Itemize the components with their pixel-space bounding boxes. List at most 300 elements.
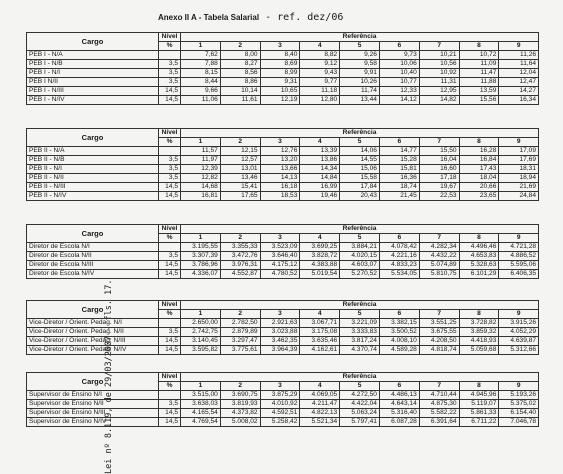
reference-number-header: 1	[181, 310, 221, 319]
nivel-cell: 3,5	[159, 400, 181, 409]
salary-value-cell: 5.063,24	[340, 409, 380, 418]
salary-value-cell: 12,95	[419, 87, 459, 96]
reference-number-header: 6	[379, 42, 419, 51]
salary-value-cell: 12,33	[379, 87, 419, 96]
salary-value-cell: 5.258,42	[260, 418, 300, 427]
reference-number-header: 7	[419, 234, 459, 243]
reference-number-header: 9	[499, 382, 539, 391]
cargo-cell: PEB I - N/A	[27, 51, 159, 60]
salary-value-cell: 3.307,39	[181, 252, 221, 261]
salary-value-cell: 4.282,34	[419, 243, 459, 252]
cargo-cell: Diretor de Escola N/I	[27, 243, 159, 252]
salary-value-cell: 12,57	[220, 156, 260, 165]
salary-value-cell: 4.175,12	[260, 261, 300, 270]
salary-value-cell: 13,39	[300, 147, 340, 156]
salary-value-cell: 18,31	[499, 165, 539, 174]
salary-value-cell: 4.833,23	[379, 261, 419, 270]
salary-value-cell: 3.875,29	[260, 391, 300, 400]
nivel-header: Nível	[159, 301, 181, 310]
salary-value-cell: 8,82	[300, 51, 340, 60]
nivel-cell: 3,5	[159, 78, 181, 87]
salary-value-cell: 5.008,02	[220, 418, 260, 427]
reference-number-header: 7	[419, 42, 459, 51]
salary-value-cell: 4.208,50	[419, 337, 459, 346]
cargo-cell: PEB II - N/II	[27, 174, 159, 183]
salary-value-cell: 14,68	[181, 183, 221, 192]
nivel-cell: 3,5	[159, 252, 181, 261]
salary-value-cell: 10,92	[419, 69, 459, 78]
cargo-cell: Vice-Diretor / Orient. Pedag. N/I	[27, 319, 159, 328]
nivel-cell	[159, 51, 181, 60]
salary-value-cell: 3.638,03	[181, 400, 221, 409]
header-row	[27, 301, 539, 310]
table-row	[27, 69, 539, 78]
nivel-cell: 14,5	[159, 337, 181, 346]
nivel-cell	[159, 147, 181, 156]
nivel-cell: 3,5	[159, 328, 181, 337]
salary-value-cell: 14,27	[499, 87, 539, 96]
salary-value-cell: 18,74	[379, 183, 419, 192]
cargo-header: Cargo	[27, 373, 159, 391]
salary-value-cell: 5.582,22	[419, 409, 459, 418]
salary-value-cell: 9,73	[379, 51, 419, 60]
reference-number-header: 8	[459, 234, 499, 243]
salary-value-cell: 16,81	[181, 192, 221, 201]
nivel-header: Nível	[159, 33, 181, 42]
salary-value-cell: 8,56	[220, 69, 260, 78]
salary-value-cell: 15,56	[459, 96, 499, 105]
salary-value-cell: 10,65	[260, 87, 300, 96]
salary-value-cell: 5.316,40	[379, 409, 419, 418]
salary-value-cell: 4.008,10	[379, 337, 419, 346]
cargo-cell: PEB I - N/IV	[27, 96, 159, 105]
reference-number-header: 8	[459, 138, 499, 147]
cargo-cell: Diretor de Escola N/II	[27, 252, 159, 261]
salary-value-cell: 3.675,55	[419, 328, 459, 337]
table-row	[27, 409, 539, 418]
salary-value-cell: 14,13	[260, 174, 300, 183]
salary-value-cell: 16,34	[499, 96, 539, 105]
salary-value-cell: 9,31	[260, 78, 300, 87]
salary-value-cell: 14,77	[379, 147, 419, 156]
salary-value-cell: 4.383,88	[300, 261, 340, 270]
reference-number-header: 9	[499, 234, 539, 243]
salary-value-cell: 4.639,87	[499, 337, 539, 346]
salary-value-cell: 4.069,05	[300, 391, 340, 400]
nivel-cell: 14,5	[159, 192, 181, 201]
salary-value-cell: 14,84	[300, 174, 340, 183]
salary-value-cell: 9,58	[340, 60, 380, 69]
cargo-header: Cargo	[27, 33, 159, 51]
salary-value-cell: 3.817,24	[340, 337, 380, 346]
salary-value-cell: 2.879,89	[220, 328, 260, 337]
nivel-cell	[159, 319, 181, 328]
salary-value-cell: 16,99	[300, 183, 340, 192]
salary-value-cell: 4.653,83	[459, 252, 499, 261]
table-row	[27, 328, 539, 337]
salary-value-cell: 17,84	[340, 183, 380, 192]
salary-value-cell: 11,47	[459, 69, 499, 78]
reference-number-header: 6	[379, 310, 419, 319]
cargo-cell: Diretor de Escola N/III	[27, 261, 159, 270]
nivel-cell: 3,5	[159, 174, 181, 183]
reference-number-header: 4	[300, 138, 340, 147]
referencia-header: Referência	[181, 301, 539, 310]
table-row	[27, 261, 539, 270]
salary-value-cell: 4.422,04	[340, 400, 380, 409]
salary-value-cell: 4.370,74	[340, 346, 380, 355]
cargo-cell: PEB II - N/III	[27, 183, 159, 192]
salary-value-cell: 3.635,46	[300, 337, 340, 346]
salary-value-cell: 9,12	[300, 60, 340, 69]
salary-value-cell: 13,44	[340, 96, 380, 105]
nivel-cell	[159, 391, 181, 400]
salary-value-cell: 10,56	[419, 60, 459, 69]
salary-value-cell: 4.211,47	[300, 400, 340, 409]
salary-value-cell: 3.515,00	[181, 391, 221, 400]
reference-number-header: 1	[181, 234, 221, 243]
salary-table-5	[26, 372, 539, 427]
salary-value-cell: 11,74	[340, 87, 380, 96]
salary-value-cell: 12,04	[499, 69, 539, 78]
salary-value-cell: 22,53	[419, 192, 459, 201]
salary-value-cell: 10,21	[419, 51, 459, 60]
percent-header: %	[159, 234, 181, 243]
title-main: Anexo II A - Tabela Salarial	[158, 13, 260, 22]
salary-value-cell: 11,31	[419, 78, 459, 87]
salary-value-cell: 3.551,25	[419, 319, 459, 328]
salary-value-cell: 4.486,13	[379, 391, 419, 400]
reference-number-header: 6	[379, 382, 419, 391]
percent-header: %	[159, 310, 181, 319]
salary-value-cell: 5.810,75	[419, 270, 459, 279]
nivel-cell: 3,5	[159, 156, 181, 165]
referencia-header: Referência	[181, 129, 539, 138]
nivel-cell: 14,5	[159, 418, 181, 427]
salary-value-cell: 3.523,09	[260, 243, 300, 252]
reference-number-header: 2	[220, 138, 260, 147]
table-row	[27, 391, 539, 400]
cargo-cell: PEB I - N/III	[27, 87, 159, 96]
salary-value-cell: 12,15	[220, 147, 260, 156]
salary-value-cell: 4.603,07	[340, 261, 380, 270]
reference-number-header: 3	[260, 138, 300, 147]
salary-value-cell: 6.101,29	[459, 270, 499, 279]
reference-number-header: 6	[379, 138, 419, 147]
nivel-cell: 14,5	[159, 409, 181, 418]
salary-value-cell: 15,50	[419, 147, 459, 156]
reference-number-header: 5	[340, 310, 380, 319]
salary-value-cell: 10,77	[379, 78, 419, 87]
salary-value-cell: 11,26	[499, 51, 539, 60]
salary-value-cell: 2.921,63	[260, 319, 300, 328]
reference-number-header: 7	[419, 382, 459, 391]
cargo-header: Cargo	[27, 225, 159, 243]
salary-value-cell: 20,43	[340, 192, 380, 201]
salary-value-cell: 5.019,54	[300, 270, 340, 279]
nivel-cell: 14,5	[159, 183, 181, 192]
salary-value-cell: 5.595,06	[499, 261, 539, 270]
reference-number-header: 1	[181, 42, 221, 51]
salary-value-cell: 3.500,52	[379, 328, 419, 337]
table-row	[27, 51, 539, 60]
nivel-cell: 14,5	[159, 96, 181, 105]
salary-value-cell: 4.875,30	[419, 400, 459, 409]
salary-value-cell: 7,62	[181, 51, 221, 60]
salary-value-cell: 5.521,34	[300, 418, 340, 427]
reference-number-header: 5	[340, 382, 380, 391]
salary-value-cell: 4.822,13	[300, 409, 340, 418]
header-row	[27, 129, 539, 138]
salary-value-cell: 5.074,89	[419, 261, 459, 270]
reference-number-header: 5	[340, 42, 380, 51]
header-row	[27, 373, 539, 382]
cargo-cell: PEB I - N/B	[27, 60, 159, 69]
salary-value-cell: 3.828,72	[300, 252, 340, 261]
salary-value-cell: 3.595,82	[181, 346, 221, 355]
table-row	[27, 400, 539, 409]
salary-value-cell: 3.221,09	[340, 319, 380, 328]
salary-value-cell: 6.391,64	[419, 418, 459, 427]
reference-number-header: 2	[220, 42, 260, 51]
salary-value-cell: 3.646,40	[260, 252, 300, 261]
salary-value-cell: 3.859,32	[459, 328, 499, 337]
table-row	[27, 192, 539, 201]
salary-value-cell: 10,14	[220, 87, 260, 96]
salary-value-cell: 3.333,83	[340, 328, 380, 337]
salary-value-cell: 4.162,61	[300, 346, 340, 355]
salary-value-cell: 12,47	[499, 78, 539, 87]
salary-value-cell: 3.472,76	[220, 252, 260, 261]
table-row	[27, 174, 539, 183]
reference-number-header: 2	[220, 234, 260, 243]
salary-value-cell: 17,43	[459, 165, 499, 174]
salary-value-cell: 4.818,74	[419, 346, 459, 355]
reference-number-header: 5	[340, 138, 380, 147]
salary-value-cell: 4.589,28	[379, 346, 419, 355]
reference-number-header: 9	[499, 138, 539, 147]
salary-value-cell: 4.336,07	[181, 270, 221, 279]
salary-value-cell: 13,20	[260, 156, 300, 165]
salary-value-cell: 3.175,08	[300, 328, 340, 337]
salary-value-cell: 4.780,52	[260, 270, 300, 279]
salary-value-cell: 3.023,88	[260, 328, 300, 337]
referencia-header: Referência	[181, 373, 539, 382]
table-row	[27, 156, 539, 165]
salary-value-cell: 3.382,15	[379, 319, 419, 328]
table-row	[27, 243, 539, 252]
salary-value-cell: 12,19	[260, 96, 300, 105]
salary-value-cell: 11,57	[181, 147, 221, 156]
salary-value-cell: 11,18	[300, 87, 340, 96]
salary-value-cell: 16,18	[260, 183, 300, 192]
salary-value-cell: 4.221,16	[379, 252, 419, 261]
salary-value-cell: 4.643,14	[379, 400, 419, 409]
salary-value-cell: 9,26	[340, 51, 380, 60]
salary-value-cell: 8,69	[260, 60, 300, 69]
salary-value-cell: 4.078,42	[379, 243, 419, 252]
salary-value-cell: 3.775,61	[220, 346, 260, 355]
salary-table-3	[26, 224, 539, 279]
reference-number-header: 4	[300, 42, 340, 51]
salary-value-cell: 15,81	[379, 165, 419, 174]
reference-number-header: 8	[459, 382, 499, 391]
salary-value-cell: 6.711,22	[459, 418, 499, 427]
salary-value-cell: 21,69	[499, 183, 539, 192]
salary-value-cell: 6.087,28	[379, 418, 419, 427]
salary-value-cell: 2.742,75	[181, 328, 221, 337]
table-row	[27, 319, 539, 328]
salary-value-cell: 4.552,87	[220, 270, 260, 279]
page-title	[158, 12, 343, 23]
cargo-cell: Supervisor de Ensino N/I	[27, 391, 159, 400]
salary-value-cell: 8,40	[260, 51, 300, 60]
table-row	[27, 60, 539, 69]
salary-value-cell: 9,77	[300, 78, 340, 87]
nivel-cell: 3,5	[159, 69, 181, 78]
salary-value-cell: 20,66	[459, 183, 499, 192]
salary-value-cell: 3.964,39	[260, 346, 300, 355]
salary-value-cell: 21,45	[379, 192, 419, 201]
cargo-cell: PEB II - N/I	[27, 165, 159, 174]
reference-number-header: 3	[260, 42, 300, 51]
nivel-cell: 3,5	[159, 60, 181, 69]
salary-value-cell: 3.976,31	[220, 261, 260, 270]
cargo-cell: Vice-Diretor / Orient. Pedag. N/III	[27, 337, 159, 346]
salary-value-cell: 16,04	[419, 156, 459, 165]
salary-value-cell: 5.328,63	[459, 261, 499, 270]
salary-value-cell: 12,76	[260, 147, 300, 156]
nivel-cell: 14,5	[159, 346, 181, 355]
salary-value-cell: 5.270,52	[340, 270, 380, 279]
salary-value-cell: 13,66	[260, 165, 300, 174]
salary-value-cell: 10,06	[379, 60, 419, 69]
reference-number-header: 2	[220, 310, 260, 319]
salary-value-cell: 4.886,52	[499, 252, 539, 261]
cargo-cell: PEB I - N/I	[27, 69, 159, 78]
salary-value-cell: 10,72	[459, 51, 499, 60]
nivel-header: Nível	[159, 129, 181, 138]
salary-value-cell: 8,44	[181, 78, 221, 87]
salary-value-cell: 5.534,05	[379, 270, 419, 279]
salary-table-1	[26, 32, 539, 105]
salary-value-cell: 10,26	[340, 78, 380, 87]
cargo-cell: PEB I N/II	[27, 78, 159, 87]
margin-handwritten-note: Lei nº 8.119, de 29/03/2007 - fls. 17.	[104, 279, 114, 474]
cargo-cell: PEB II - N/IV	[27, 192, 159, 201]
reference-number-header: 8	[459, 310, 499, 319]
salary-value-cell: 5.375,02	[499, 400, 539, 409]
salary-value-cell: 17,69	[499, 156, 539, 165]
salary-value-cell: 4.721,28	[499, 243, 539, 252]
percent-header: %	[159, 42, 181, 51]
salary-value-cell: 18,04	[459, 174, 499, 183]
reference-number-header: 8	[459, 42, 499, 51]
salary-value-cell: 3.819,93	[220, 400, 260, 409]
salary-value-cell: 8,86	[220, 78, 260, 87]
nivel-header: Nível	[159, 225, 181, 234]
salary-value-cell: 4.592,51	[260, 409, 300, 418]
reference-number-header: 1	[181, 382, 221, 391]
salary-value-cell: 3.462,35	[260, 337, 300, 346]
salary-value-cell: 12,39	[181, 165, 221, 174]
percent-header: %	[159, 382, 181, 391]
table-row	[27, 87, 539, 96]
reference-number-header: 2	[220, 382, 260, 391]
salary-value-cell: 2.782,50	[220, 319, 260, 328]
salary-value-cell: 14,82	[419, 96, 459, 105]
salary-value-cell: 4.020,15	[340, 252, 380, 261]
salary-value-cell: 13,59	[459, 87, 499, 96]
table-row	[27, 78, 539, 87]
table-row	[27, 183, 539, 192]
salary-value-cell: 8,27	[220, 60, 260, 69]
salary-value-cell: 16,36	[379, 174, 419, 183]
reference-number-header: 7	[419, 138, 459, 147]
salary-value-cell: 19,46	[300, 192, 340, 201]
cargo-cell: Supervisor de Ensino N/III	[27, 409, 159, 418]
salary-value-cell: 12,82	[181, 174, 221, 183]
table-row	[27, 418, 539, 427]
salary-value-cell: 4.710,44	[419, 391, 459, 400]
cargo-header: Cargo	[27, 301, 159, 319]
referencia-header: Referência	[181, 225, 539, 234]
salary-value-cell: 18,53	[260, 192, 300, 201]
salary-value-cell: 4.010,92	[260, 400, 300, 409]
salary-value-cell: 3.690,75	[220, 391, 260, 400]
cargo-cell: Supervisor de Ensino N/II	[27, 400, 159, 409]
salary-value-cell: 23,65	[459, 192, 499, 201]
nivel-cell: 14,5	[159, 87, 181, 96]
table-row	[27, 96, 539, 105]
salary-value-cell: 3.728,82	[459, 319, 499, 328]
salary-value-cell: 4.432,22	[419, 252, 459, 261]
cargo-cell: Supervisor de Ensino N/IV	[27, 418, 159, 427]
salary-value-cell: 16,84	[459, 156, 499, 165]
salary-value-cell: 3.140,45	[181, 337, 221, 346]
salary-value-cell: 18,94	[499, 174, 539, 183]
table-row	[27, 346, 539, 355]
salary-value-cell: 5.861,33	[459, 409, 499, 418]
salary-value-cell: 15,28	[379, 156, 419, 165]
reference-number-header: 4	[300, 310, 340, 319]
salary-value-cell: 11,64	[499, 60, 539, 69]
salary-value-cell: 19,67	[419, 183, 459, 192]
salary-value-cell: 14,06	[340, 147, 380, 156]
table-row	[27, 147, 539, 156]
salary-value-cell: 9,91	[340, 69, 380, 78]
reference-number-header: 3	[260, 234, 300, 243]
nivel-cell: 14,5	[159, 270, 181, 279]
table-row	[27, 337, 539, 346]
cargo-cell: Vice-Diretor / Orient. Pedag. N/II	[27, 328, 159, 337]
title-handwritten-ref: - ref. dez/06	[259, 12, 344, 23]
salary-value-cell: 3.355,33	[220, 243, 260, 252]
salary-value-cell: 2.650,00	[181, 319, 221, 328]
salary-value-cell: 13,86	[300, 156, 340, 165]
nivel-header: Nível	[159, 373, 181, 382]
salary-value-cell: 11,06	[181, 96, 221, 105]
table-row	[27, 165, 539, 174]
salary-value-cell: 17,09	[499, 147, 539, 156]
salary-value-cell: 7,88	[181, 60, 221, 69]
salary-value-cell: 15,06	[340, 165, 380, 174]
table-row	[27, 252, 539, 261]
reference-number-header: 4	[300, 234, 340, 243]
nivel-cell	[159, 243, 181, 252]
reference-number-header: 5	[340, 234, 380, 243]
salary-value-cell: 5.193,26	[499, 391, 539, 400]
